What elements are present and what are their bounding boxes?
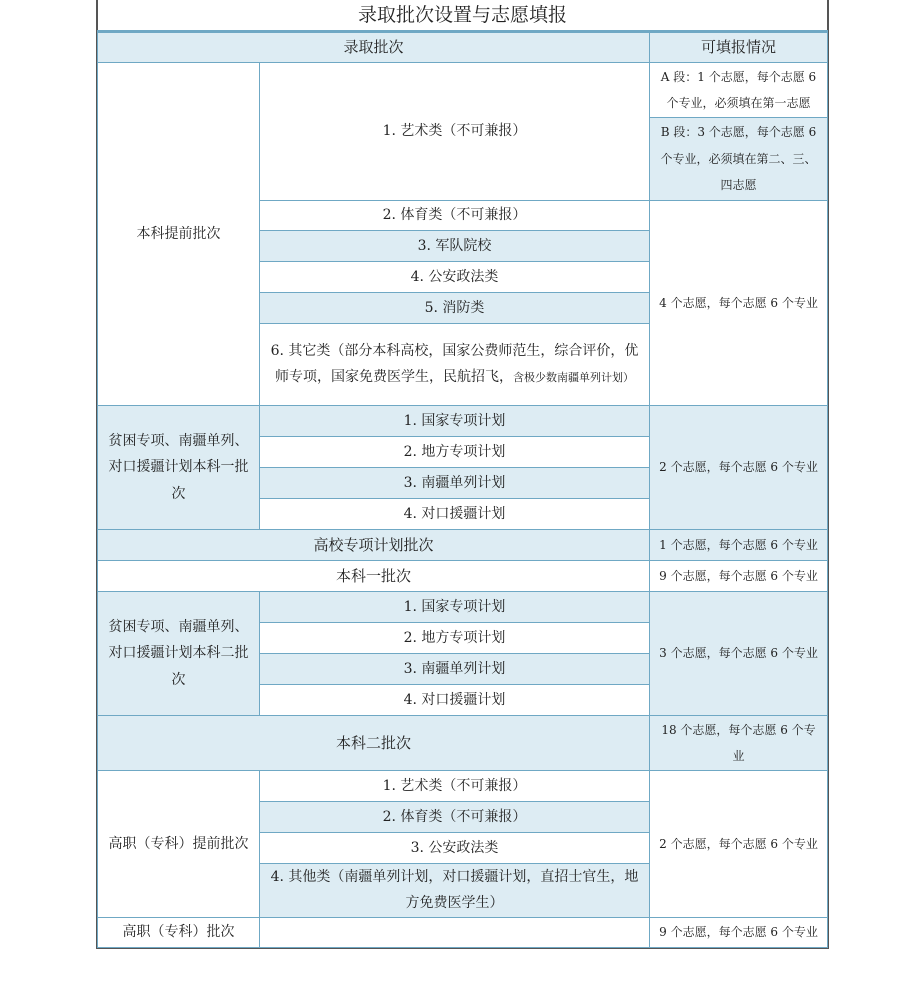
batch-item: 4. 对口援疆计划 xyxy=(259,498,650,530)
section-label-poverty-second: 贫困专项、南疆单列、对口援疆计划本科二批次 xyxy=(97,591,260,716)
batch-item-other-text: 6. 其它类（部分本科高校，国家公费师范生，综合评价，优师专项，国家免费医学生，民航招飞， xyxy=(270,343,639,385)
section-label-vocational: 高职（专科）批次 xyxy=(97,917,260,948)
status-art-b: B 段：3 个志愿，每个志愿 6 个专业，必须填在第二、三、四志愿 xyxy=(649,117,828,201)
batch-item: 2. 体育类（不可兼报） xyxy=(259,801,650,833)
batch-item: 3. 公安政法类 xyxy=(259,832,650,864)
batch-item: 2. 地方专项计划 xyxy=(259,622,650,654)
batch-item: 3. 南疆单列计划 xyxy=(259,653,650,685)
status-vocational: 9 个志愿，每个志愿 6 个专业 xyxy=(649,917,828,948)
section-label-advance-undergrad: 本科提前批次 xyxy=(97,62,260,406)
batch-item: 1. 艺术类（不可兼报） xyxy=(259,770,650,802)
section-label-university-special: 高校专项计划批次 xyxy=(97,529,650,561)
status-university-special: 1 个志愿，每个志愿 6 个专业 xyxy=(649,529,828,561)
status-vocational-advance: 2 个志愿，每个志愿 6 个专业 xyxy=(649,770,828,918)
batch-item-other xyxy=(259,323,650,406)
section-label-undergrad-second: 本科二批次 xyxy=(97,715,650,771)
batch-item: 2. 地方专项计划 xyxy=(259,436,650,468)
batch-item: 4. 其他类（南疆单列计划，对口援疆计划，直招士官生，地方免费医学生） xyxy=(259,863,650,918)
batch-item: 4. 公安政法类 xyxy=(259,261,650,293)
batch-item: 1. 国家专项计划 xyxy=(259,591,650,623)
batch-item-other-suffix: 含极少数南疆单列计划） xyxy=(513,370,634,384)
batch-item: 3. 南疆单列计划 xyxy=(259,467,650,499)
batch-item: 1. 艺术类（不可兼报） xyxy=(259,62,650,201)
header-batch: 录取批次 xyxy=(97,30,650,63)
table-title: 录取批次设置与志愿填报 xyxy=(98,0,827,31)
status-poverty-first: 2 个志愿，每个志愿 6 个专业 xyxy=(649,405,828,530)
status-advance-undergrad: 4 个志愿，每个志愿 6 个专业 xyxy=(649,200,828,406)
batch-item: 3. 军队院校 xyxy=(259,230,650,262)
status-art-a: A 段：1 个志愿，每个志愿 6 个专业，必须填在第一志愿 xyxy=(649,62,828,118)
status-poverty-second: 3 个志愿，每个志愿 6 个专业 xyxy=(649,591,828,716)
section-label-undergrad-first: 本科一批次 xyxy=(97,560,650,592)
batch-item: 1. 国家专项计划 xyxy=(259,405,650,437)
status-undergrad-first: 9 个志愿，每个志愿 6 个专业 xyxy=(649,560,828,592)
batch-item: 4. 对口援疆计划 xyxy=(259,684,650,716)
status-undergrad-second: 18 个志愿，每个志愿 6 个专业 xyxy=(649,715,828,771)
batch-item-empty xyxy=(259,917,650,948)
header-status: 可填报情况 xyxy=(649,30,828,63)
batch-item: 2. 体育类（不可兼报） xyxy=(259,200,650,231)
section-label-poverty-first: 贫困专项、南疆单列、对口援疆计划本科一批次 xyxy=(97,405,260,530)
section-label-vocational-advance: 高职（专科）提前批次 xyxy=(97,770,260,918)
batch-item: 5. 消防类 xyxy=(259,292,650,324)
